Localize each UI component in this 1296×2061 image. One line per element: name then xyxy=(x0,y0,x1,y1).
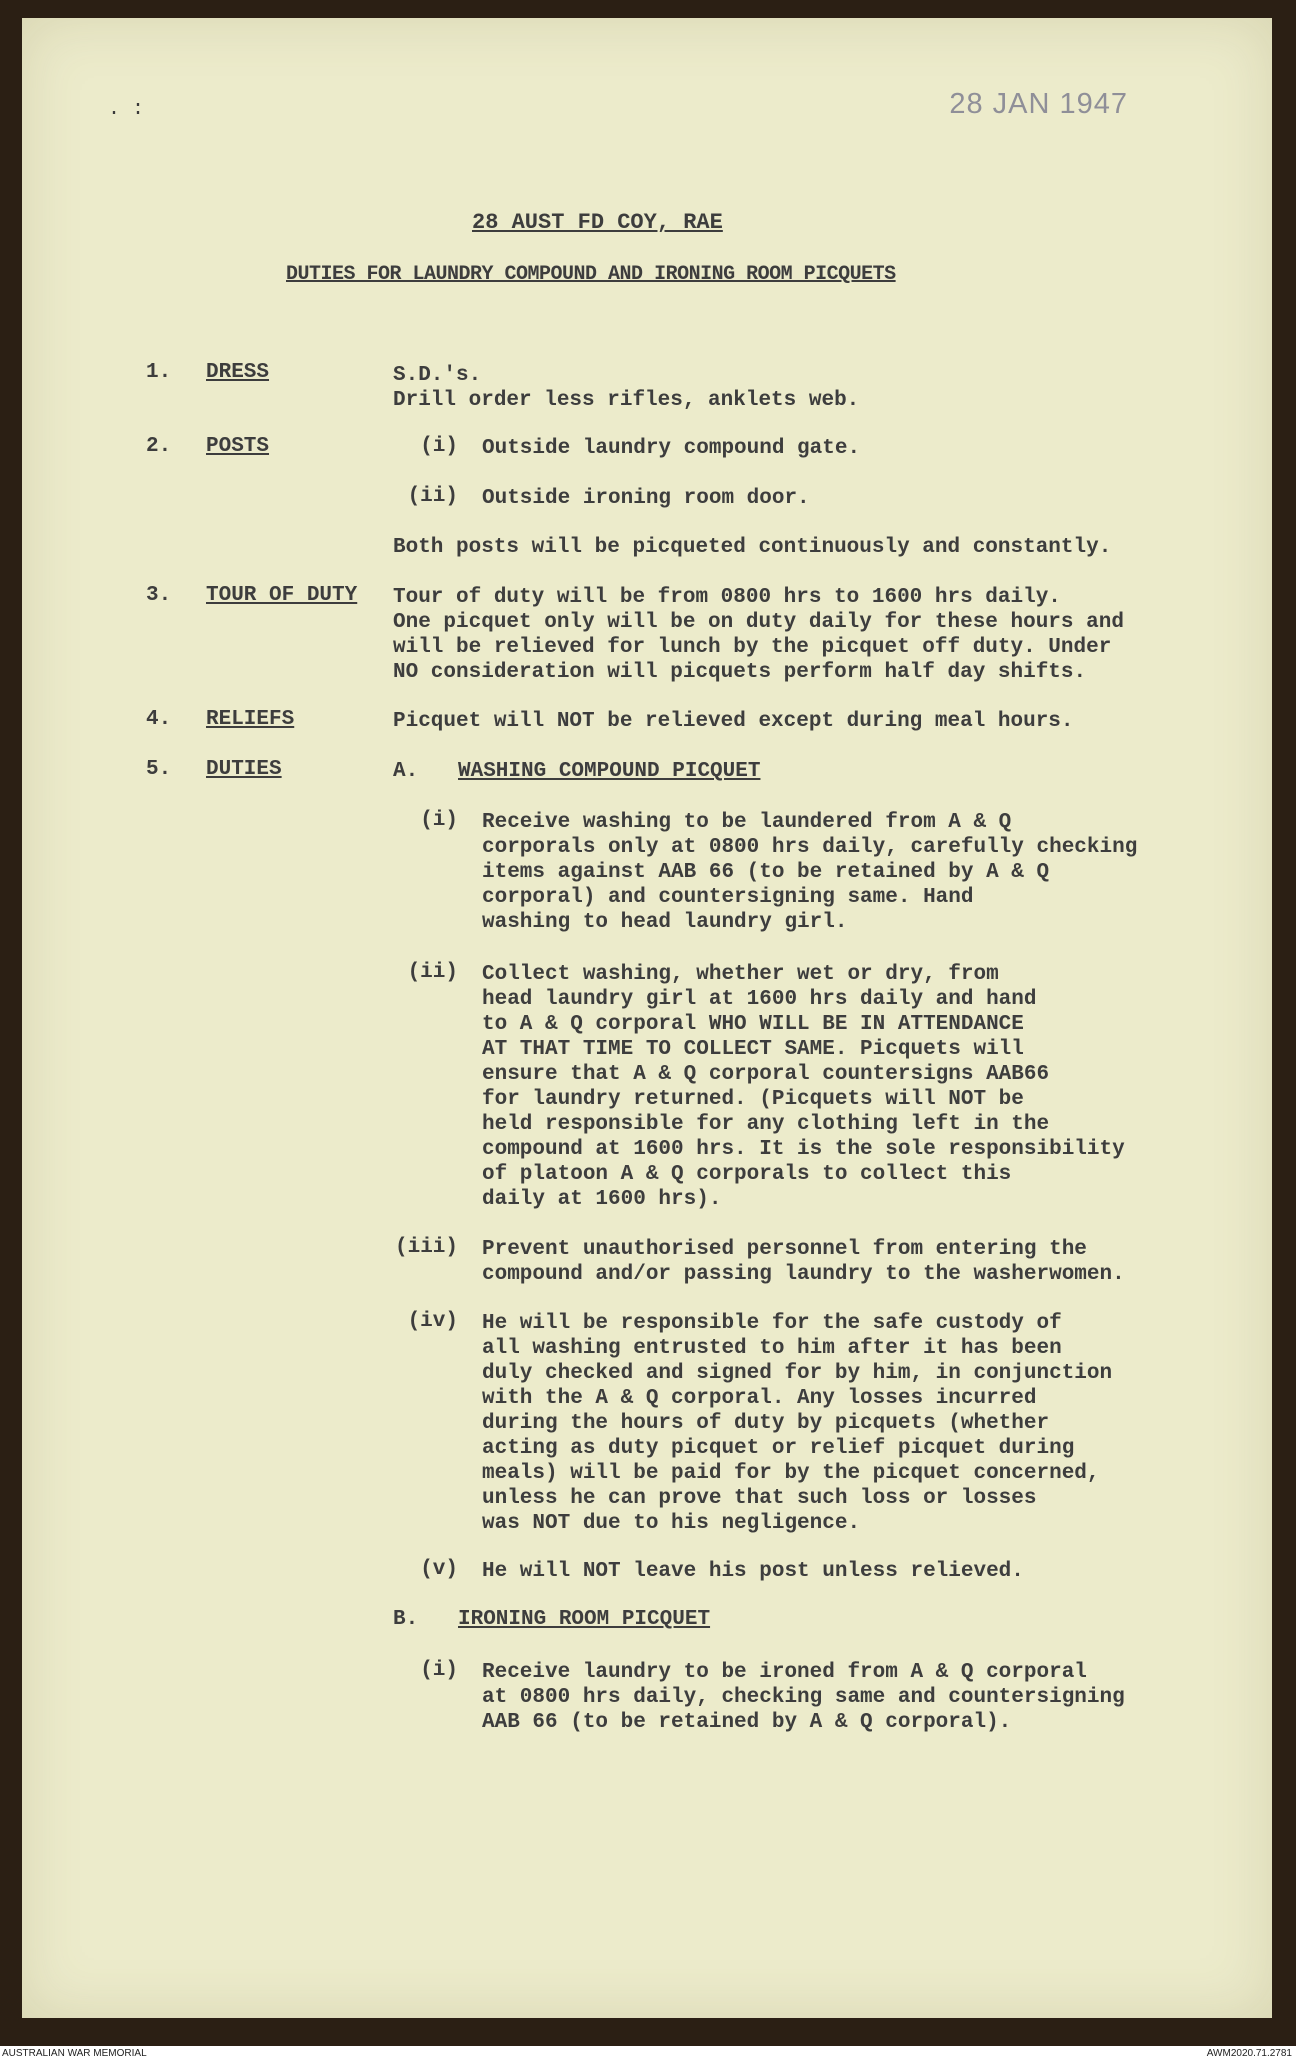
section-2-item-ii-text: Outside ironing room door. xyxy=(482,487,810,510)
footer-institution: AUSTRALIAN WAR MEMORIAL xyxy=(2,2048,147,2059)
section-1-text: S.D.'s. Drill order less rifles, anklets web. xyxy=(393,364,860,412)
b-item-text: Receive laundry to be ironed from A & Q corporal at 0800 hrs daily, checking same and countersigning AAB 66 (to be retained by A & Q corporal). xyxy=(482,1661,1125,1734)
subsection-b-letter: B. xyxy=(393,1608,419,1631)
section-3-text: Tour of duty will be from 0800 hrs to 1600 hrs daily. One picquet only will be on duty daily for these hours and will be relieved for lunch by the picquet off duty. Under NO consideration will picquets perform half day shifts. xyxy=(393,586,1124,684)
section-2-item-ii-number: (ii) xyxy=(407,485,458,508)
section-3-label: TOUR OF DUTY xyxy=(206,584,358,607)
section-2-label: POSTS xyxy=(206,435,270,458)
subsection-a-letter: A. xyxy=(393,760,419,783)
a-item-number: (iv) xyxy=(407,1310,458,1333)
document-subtitle: DUTIES FOR LAUNDRY COMPOUND AND IRONING ROOM PICQUETS xyxy=(286,263,896,286)
section-2-number: 2. xyxy=(146,435,172,458)
section-2-item-i-text: Outside laundry compound gate. xyxy=(482,437,861,460)
section-5-number: 5. xyxy=(146,758,172,781)
subsection-b-heading: IRONING ROOM PICQUET xyxy=(458,1608,711,1631)
date-stamp: 28 JAN 1947 xyxy=(949,88,1128,120)
section-1-number: 1. xyxy=(146,361,172,384)
document-title: 28 AUST FD COY, RAE xyxy=(472,210,723,235)
a-item-number: (i) xyxy=(420,809,458,832)
section-3-number: 3. xyxy=(146,584,172,607)
section-2-note: Both posts will be picqueted continuously and constantly. xyxy=(393,536,1112,559)
b-item-number: (i) xyxy=(420,1659,458,1682)
section-4-text: Picquet will NOT be relieved except during meal hours. xyxy=(393,710,1074,733)
section-4-number: 4. xyxy=(146,708,172,731)
a-item-text: Prevent unauthorised personnel from entering the compound and/or passing laundry to the washerwomen. xyxy=(482,1238,1125,1286)
subsection-a-heading: WASHING COMPOUND PICQUET xyxy=(458,760,761,783)
section-4-label: RELIEFS xyxy=(206,708,295,731)
a-item-text: Collect washing, whether wet or dry, from head laundry girl at 1600 hrs daily and hand to A & Q corporal WHO WILL BE IN ATTENDANCE AT THAT TIME TO COLLECT SAME. Picquets will ensure that A & Q corporal countersigns AAB66 for laundry returned. (Picquets will NOT be held responsible for any clothing left in the compound at 1600 hrs. It is the sole responsibility of platoon A & Q corporals to collect this daily at 1600 hrs). xyxy=(482,963,1125,1211)
section-5-label: DUTIES xyxy=(206,758,282,781)
section-2-item-i-number: (i) xyxy=(420,435,458,458)
a-item-text: Receive washing to be laundered from A & Q corporals only at 0800 hrs daily, carefully checking items against AAB 66 (to be retained by A & Q corporal) and countersigning same. Hand washing to head laundry girl. xyxy=(482,811,1138,934)
a-item-number: (iii) xyxy=(394,1236,458,1259)
a-item-text: He will be responsible for the safe custody of all washing entrusted to him after it has been duly checked and signed for by him, in conjunction with the A & Q corporal. Any losses incurred during the hours of duty by picquets (whether acting as duty picquet or relief picquet during meals) will be paid for by the picquet concerned, unless he can prove that such loss or losses was NOT due to his negligence. xyxy=(482,1312,1113,1535)
section-1-label: DRESS xyxy=(206,361,270,384)
a-item-text: He will NOT leave his post unless relieved. xyxy=(482,1560,1024,1583)
stray-ink-marks: . : xyxy=(108,98,145,121)
a-item-number: (ii) xyxy=(407,961,458,984)
footer-accession-number: AWM2020.71.2781 xyxy=(1206,2048,1292,2059)
a-item-number: (v) xyxy=(420,1558,458,1581)
